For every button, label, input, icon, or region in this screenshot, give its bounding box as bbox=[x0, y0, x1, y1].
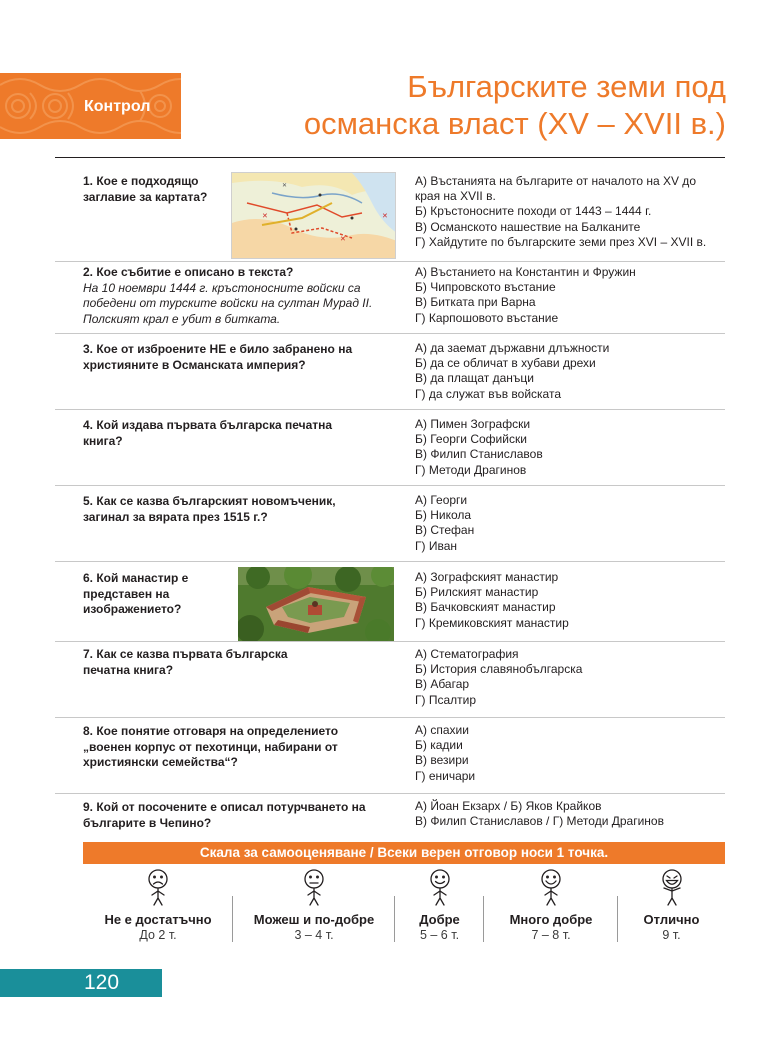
answer-list bbox=[415, 341, 609, 402]
answer-option: Б) Чипровското въстание bbox=[415, 280, 556, 295]
section-label: Контрол bbox=[84, 98, 151, 115]
grade-item bbox=[83, 866, 233, 946]
question-text: 6. Кой манастир е представен на изображението? bbox=[83, 571, 189, 616]
answer-option: Б) кадии bbox=[415, 738, 463, 753]
neutral-face-icon bbox=[299, 868, 329, 906]
answer-list bbox=[415, 647, 582, 708]
answer-option: А) Въстанието на Константин и Фружин bbox=[415, 265, 636, 279]
answer-option: В) Абагар bbox=[415, 677, 470, 692]
sad-face-icon bbox=[143, 868, 173, 906]
answer-list bbox=[415, 265, 636, 326]
title-line-2: османска власт (XV – XVII в.) bbox=[303, 106, 726, 141]
answer-option: А) Въстанията на българите от началото на XV до bbox=[415, 174, 696, 188]
answer-list bbox=[415, 723, 475, 784]
answer-list bbox=[415, 799, 664, 829]
svg-text:✕: ✕ bbox=[282, 183, 288, 189]
grade-range: До 2 т. bbox=[139, 928, 177, 942]
grade-name: Отлично bbox=[643, 912, 700, 927]
grade-name: Добре bbox=[419, 912, 460, 927]
answer-option: В) Битката при Варна bbox=[415, 295, 536, 310]
answer-option: В) Бачковският манастир bbox=[415, 600, 556, 615]
answer-option: Г) Карпошовото въстание bbox=[415, 310, 559, 325]
question-block-2 bbox=[55, 262, 725, 334]
question-block-4 bbox=[55, 410, 725, 486]
question-block-3 bbox=[55, 334, 725, 410]
answer-option: Г) Методи Драгинов bbox=[415, 462, 527, 477]
historical-map bbox=[231, 172, 396, 259]
question-text: 4. Кой издава първата българска печатна книга? bbox=[83, 418, 333, 448]
title-line-1: Българските земи под bbox=[407, 69, 726, 104]
answer-option: В) Османското нашествие на Балканите bbox=[415, 219, 641, 234]
grade-name: Не е достатъчно bbox=[104, 912, 212, 927]
question-block-6 bbox=[55, 562, 725, 642]
section-tab bbox=[0, 73, 181, 139]
answer-list bbox=[415, 493, 474, 554]
answer-option: А) спахии bbox=[415, 723, 469, 737]
answer-option: А) да заемат държавни длъжности bbox=[415, 341, 610, 355]
svg-text:✕: ✕ bbox=[262, 213, 268, 220]
answer-list bbox=[415, 570, 569, 631]
grade-range: 9 т. bbox=[662, 928, 681, 942]
monastery-image bbox=[238, 567, 394, 642]
grade-range: 7 – 8 т. bbox=[531, 928, 571, 942]
answer-option: Б) Рилският манастир bbox=[415, 585, 539, 600]
answer-option: В) да плащат данъци bbox=[415, 371, 535, 386]
grade-item bbox=[233, 866, 395, 946]
answer-option: Г) Хайдутите по българските земи през XVI – XVII в. bbox=[415, 234, 707, 249]
answer-option: А) Йоан Екзарх / Б) Яков Крайков bbox=[415, 799, 602, 813]
answer-option: А) Георги bbox=[415, 493, 468, 507]
answer-option: В) Филип Станиславов / Г) Методи Драгинов bbox=[415, 814, 664, 829]
answer-option: А) Зографският манастир bbox=[415, 570, 559, 584]
svg-text:✕: ✕ bbox=[382, 213, 388, 220]
answer-option: Г) да служат във войската bbox=[415, 386, 562, 401]
answer-option: Б) Георги Софийски bbox=[415, 432, 527, 447]
answer-option: края на XVII в. bbox=[415, 189, 496, 204]
question-text: 8. Кое понятие отговаря на определението „военен корпус от пехотинци, набирани от християнски семейства“? bbox=[83, 724, 339, 769]
answer-option: Б) История славянобългарска bbox=[415, 662, 583, 677]
grade-range: 5 – 6 т. bbox=[419, 928, 460, 942]
scale-header: Скала за самооценяване / Всеки верен отговор носи 1 точка. bbox=[83, 842, 725, 864]
question-text: 5. Как се казва българският новомъченик, загинал за вярата през 1515 г.? bbox=[83, 494, 336, 524]
happy-face-icon bbox=[536, 868, 566, 906]
grade-scale bbox=[83, 866, 725, 946]
page-number: 120 bbox=[84, 971, 120, 994]
answer-option: Г) Иван bbox=[415, 538, 457, 553]
question-block-5 bbox=[55, 486, 725, 562]
answer-option: Б) да се обличат в хубави дрехи bbox=[415, 356, 596, 371]
question-description: На 10 ноември 1444 г. кръстоносните войски са победени от турските войски на султан Мурад II. Полският крал е убит в битката. bbox=[83, 280, 373, 326]
excited-face-icon bbox=[657, 868, 687, 906]
answer-option: В) везири bbox=[415, 753, 469, 768]
question-title: 2. Кое събитие е описано в текста? bbox=[83, 265, 294, 279]
answer-list bbox=[415, 417, 543, 478]
page-number-bar bbox=[0, 969, 162, 997]
page-title bbox=[304, 68, 726, 142]
monastery-photo bbox=[238, 567, 394, 642]
question-block-9 bbox=[55, 794, 725, 840]
question-block-8 bbox=[55, 718, 725, 794]
grade-item bbox=[484, 866, 618, 946]
question-text: 9. Кой от посочените е описал потурчването на българите в Чепино? bbox=[83, 800, 366, 830]
svg-text:✕: ✕ bbox=[340, 236, 346, 243]
question-text: 1. Кое е подходящо заглавие за картата? bbox=[83, 174, 208, 204]
grade-item bbox=[618, 866, 725, 946]
answer-option: В) Филип Станиславов bbox=[415, 447, 543, 462]
answer-option: В) Стефан bbox=[415, 523, 475, 538]
answer-option: Г) Псалтир bbox=[415, 692, 477, 707]
map-image bbox=[232, 173, 396, 259]
question-text: 3. Кое от изброените НЕ е било забранено на християните в Османската империя? bbox=[83, 342, 353, 372]
smile-face-icon bbox=[425, 868, 455, 906]
grade-name: Можеш и по-добре bbox=[253, 912, 375, 927]
answer-option: Б) Никола bbox=[415, 508, 472, 523]
answer-option: Г) Кремиковският манастир bbox=[415, 615, 569, 630]
question-block-7 bbox=[55, 642, 725, 718]
question-block-1 bbox=[55, 158, 725, 262]
grade-item bbox=[395, 866, 484, 946]
answer-option: А) Пимен Зографски bbox=[415, 417, 531, 431]
grade-name: Много добре bbox=[509, 912, 593, 927]
question-text bbox=[83, 265, 383, 327]
answer-option: А) Стематография bbox=[415, 647, 519, 661]
answer-option: Б) Кръстоносните походи от 1443 – 1444 г. bbox=[415, 204, 652, 219]
question-text: 7. Как се казва първата българска печатна книга? bbox=[83, 647, 288, 677]
grade-range: 3 – 4 т. bbox=[294, 928, 334, 942]
answer-list bbox=[415, 174, 706, 250]
answer-option: Г) еничари bbox=[415, 768, 476, 783]
